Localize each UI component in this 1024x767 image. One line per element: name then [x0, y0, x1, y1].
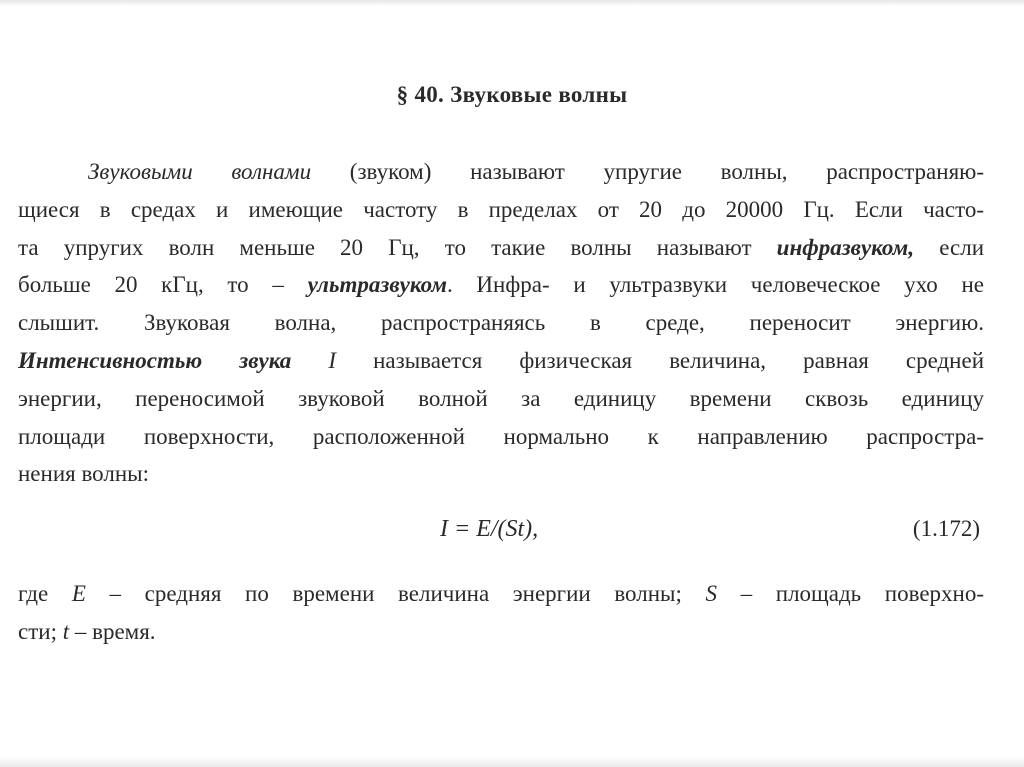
section-title: § 40. Звуковые волны — [396, 82, 628, 107]
symbol-t: t — [62, 618, 70, 644]
symbol-E: E — [71, 581, 86, 606]
term-ultrasound: ультразвуком — [307, 272, 447, 298]
text-line — [18, 266, 984, 304]
slide-top-shadow — [0, 0, 1024, 6]
text-fragment: – время. — [74, 618, 156, 644]
text-line: нения волны: — [18, 461, 149, 487]
symbol-I: I — [328, 347, 337, 373]
paragraph-definition — [18, 153, 984, 493]
text-line — [18, 229, 984, 267]
text-fragment: . Инфра- и ультразвуки человеческое ухо не — [446, 272, 984, 298]
text-fragment: (звуком) называют упругие волны, распространяю- — [349, 159, 984, 184]
text-line: площади поверхности, расположенной нормально к направлению распростра- — [18, 423, 984, 449]
text-fragment: – средняя по времени величина энергии волны; — [109, 581, 682, 606]
text-line: энергии, переносимой звуковой волной за единицу времени сквозь единицу — [18, 385, 984, 411]
text-fragment: сти; — [18, 618, 57, 644]
term-infrasound: инфразвуком, — [776, 234, 915, 260]
equation-number: (1.172) — [912, 516, 980, 541]
text-line: слышит. Звуковая волна, распространяясь в среде, переносит энергию. — [18, 310, 984, 336]
slide-bottom-shadow — [0, 757, 1024, 767]
term-sound-waves: Звуковыми волнами — [88, 159, 312, 184]
text-fragment: если — [939, 234, 985, 260]
text-line — [18, 575, 984, 613]
text-fragment: – площадь поверхно- — [740, 581, 984, 606]
text-line — [18, 342, 984, 380]
symbol-S: S — [705, 581, 718, 606]
text-fragment: называется физическая величина, равная средней — [373, 347, 985, 373]
text-line: щиеся в средах и имеющие частоту в пределах от 20 до 20000 Гц. Если часто- — [18, 196, 984, 222]
paragraph-legend — [18, 575, 984, 651]
text-line — [18, 153, 984, 191]
text-fragment: где — [18, 581, 49, 606]
text-fragment: больше 20 кГц, то – — [18, 272, 284, 298]
text-line — [18, 613, 984, 651]
formula: I = E/(St), — [440, 516, 539, 542]
text-fragment: та упругих волн меньше 20 Гц, то такие волны называют — [18, 234, 752, 260]
term-sound-intensity: Интенсивностью звука — [18, 347, 292, 373]
